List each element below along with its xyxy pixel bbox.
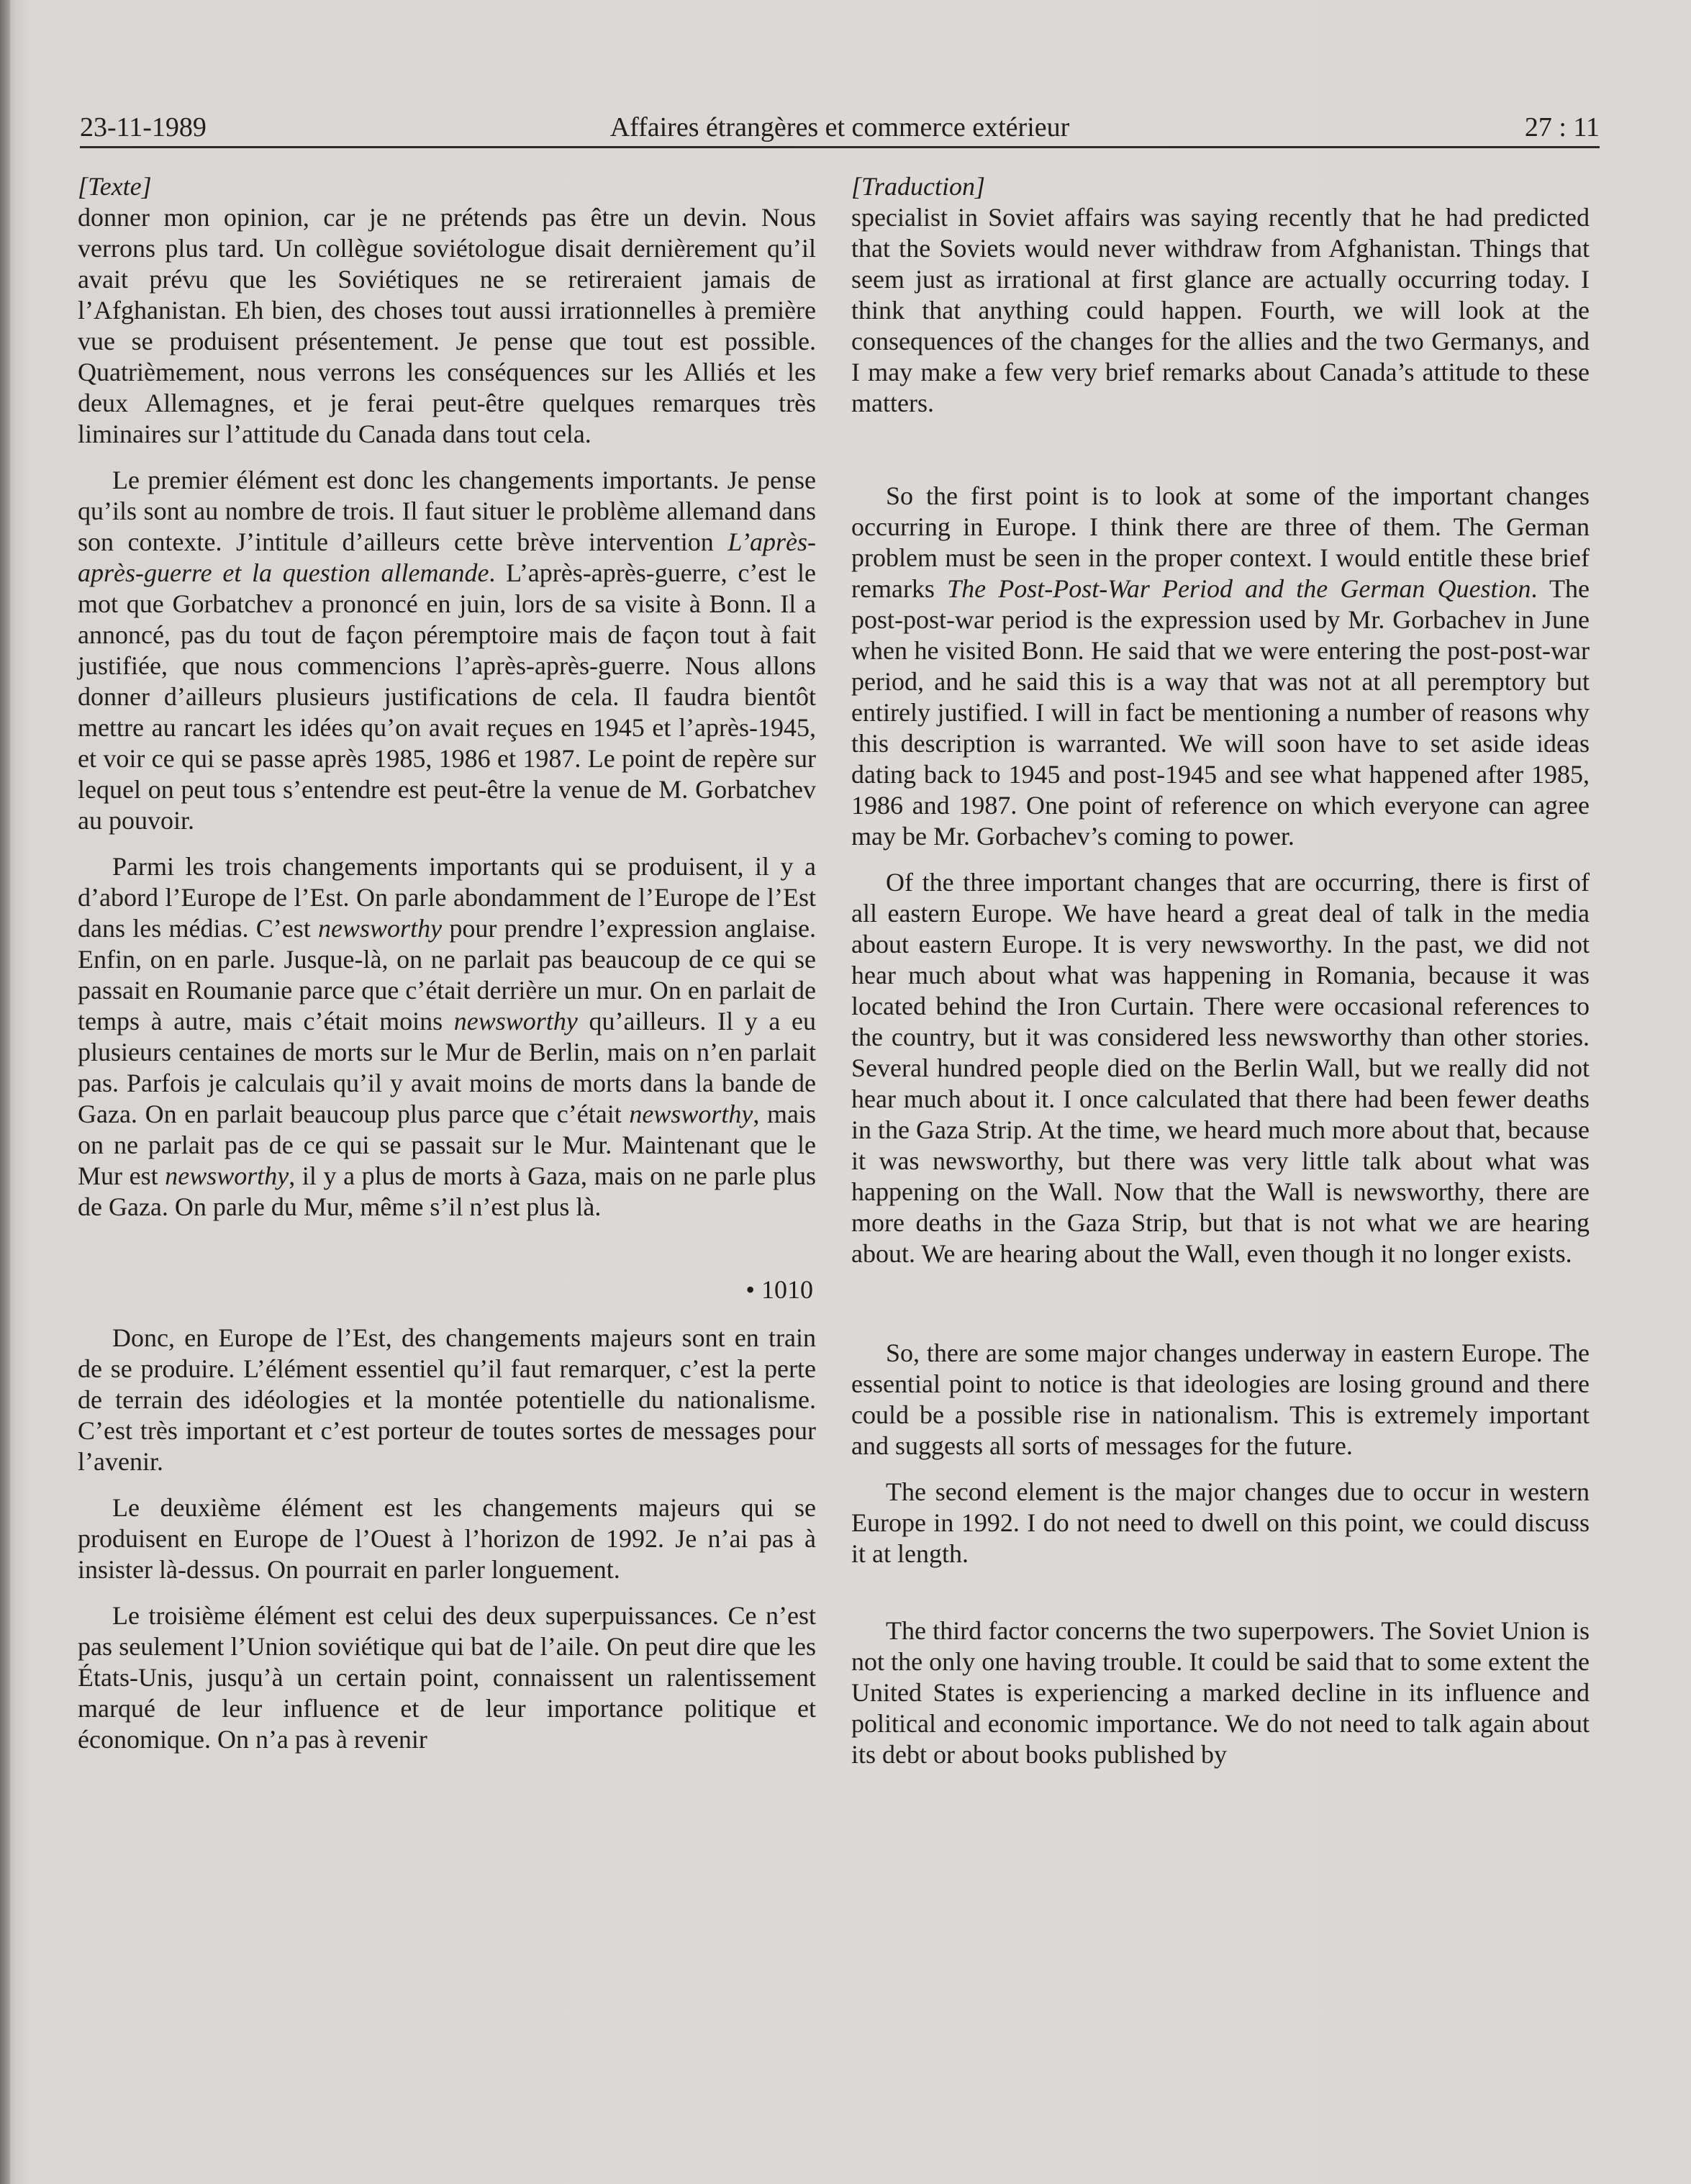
binding-edge xyxy=(0,0,10,2184)
header-date: 23-11-1989 xyxy=(80,112,207,142)
en-paragraph-1: specialist in Soviet affairs was saying recently that he had predicted that the Soviets would never withdraw from Afghanistan. Things that seem just as irrational at first glance are actually occurring today. I think that anything could happen. Fourth, we will look at the consequences of the changes for the allies and the two Germanys, and I may make a few very brief remarks about Canada’s attitude to these matters. xyxy=(851,203,1590,417)
fr-p3-newsworthy-1: newsworthy xyxy=(318,914,443,943)
fr-p2-text-b: . L’après-après-guerre, c’est le mot que Gorbatchev a prononcé en juin, lors de sa visite à Bonn. Il a annoncé, pas du tout de façon péremptoire mais de façon tout à fait justifiée, que nous commencions l’après-après-guerre. Nous allons donner d’ailleurs plusieurs justifications de cela. Il faudra bientôt mettre au rancart les idées qu’on avait reçues en 1945 et l’après-1945, et voir ce qui se passe après 1985, 1986 et 1987. Le point de repère sur lequel on peut tous s’entendre est peut-être la venue de M. Gorbatchev au pouvoir. xyxy=(78,558,816,835)
header-title: Affaires étrangères et commerce extérieur xyxy=(609,112,1070,142)
fr-p3-text-c: qu’ailleurs. Il y a eu plusieurs centaines de morts sur le Mur de Berlin, mais on n’en parlait pas. Parfois je calculais qu’il y avait moins de morts dans la bande de Gaza. On en parlait beaucoup plus parce que c’était xyxy=(78,1007,816,1128)
en-paragraph-2 xyxy=(851,481,1590,852)
fr-paragraph-3 xyxy=(78,851,816,1223)
fr-paragraph-4: Donc, en Europe de l’Est, des changements majeurs sont en train de se produire. L’élément essentiel qu’il faut remarquer, c’est la perte de terrain des idéologies et la montée potentielle du nationalisme. C’est très important et c’est porteur de toutes sortes de messages pour l’avenir. xyxy=(78,1323,816,1476)
en-p2-title: The Post-Post-War Period and the German Question xyxy=(947,574,1531,603)
fr-p3-text-d: , mais on ne parlait pas de ce qui se passait sur le Mur. Maintenant que le Mur est xyxy=(78,1100,817,1190)
en-paragraph-5: The second element is the major changes due to occur in western Europe in 1992. I do not need to dwell on this point, we could discuss it at length. xyxy=(851,1477,1590,1568)
fr-p3-newsworthy-2: newsworthy xyxy=(453,1007,578,1036)
fr-paragraph-2 xyxy=(78,465,816,836)
fr-p3-text-b: pour prendre l’expression anglaise. Enfin, on en parle. Jusque-là, on ne parlait pas beaucoup de ce qui se passait en Roumanie parce que c’était derrière un mur. On en parlait de temps à autre, mais c’était moins xyxy=(78,914,816,1036)
fr-p3-newsworthy-4: newsworthy xyxy=(165,1161,289,1190)
en-paragraph-4: So, there are some major changes underway in eastern Europe. The essential point to notice is that ideologies are losing ground and there could be a possible rise in nationalism. This is extremely important and suggests all sorts of messages for the future. xyxy=(851,1338,1590,1460)
page-header xyxy=(80,111,1600,144)
header-page-number: 27 : 11 xyxy=(1524,112,1600,142)
fr-p2-title: L’après-après-guerre et la question allemande xyxy=(78,527,816,587)
english-column xyxy=(851,167,1590,1770)
header-rule xyxy=(80,146,1600,148)
fr-p3-newsworthy-3: newsworthy xyxy=(629,1100,753,1128)
column-label-traduction: [Traduction] xyxy=(851,172,986,201)
fr-paragraph-5: Le deuxième élément est les changements majeurs qui se produisent en Europe de l’Ouest à l’horizon de 1992. Je n’ai pas à insister là-dessus. On pourrait en parler longuement. xyxy=(78,1493,816,1584)
column-label-texte: [Texte] xyxy=(78,172,152,201)
french-column xyxy=(78,167,816,1755)
en-paragraph-3: Of the three important changes that are occurring, there is first of all eastern Europe. We have heard a great deal of talk in the media about eastern Europe. It is very newsworthy. In the past, we did not hear much about what was happening in Romania, because it was located behind the Iron Curtain. There were occasional references to the country, but it was considered less newsworthy than other stories. Several hundred people died on the Berlin Wall, but we really did not hear much about it. I once calculated that there had been fewer deaths in the Gaza Strip. At the time, we heard much more about that, because it was newsworthy, but there was very little talk about what was happening on the Wall. Now that the Wall is newsworthy, there are more deaths in the Gaza Strip, but that is not what we are hearing about. We are hearing about the Wall, even though it no longer exists. xyxy=(851,868,1590,1268)
fr-p3-text-e: , il y a plus de morts à Gaza, mais on ne parle plus de Gaza. On parle du Mur, même s’il n’est plus là. xyxy=(78,1161,816,1221)
en-paragraph-6: The third factor concerns the two superpowers. The Soviet Union is not the only one having trouble. It could be said that to some extent the United States is experiencing a marked decline in its influence and political and economic importance. We do not need to talk again about its debt or about books published by xyxy=(851,1616,1590,1769)
en-p2-text-a: So the first point is to look at some of the important changes occurring in Europe. I think there are three of them. The German problem must be seen in the proper context. I would entitle these brief remarks xyxy=(851,481,1590,603)
fr-paragraph-1: donner mon opinion, car je ne prétends pas être un devin. Nous verrons plus tard. Un collègue soviétologue disait dernièrement qu’il avait prévu que les Soviétiques ne se retireraient jamais de l’Afghanistan. Eh bien, des choses tout aussi irrationnelles à première vue se produisent présentement. Je pense que tout est possible. Quatrièmement, nous verrons les conséquences sur les Alliés et les deux Allemagnes, et je ferai peut-être quelques remarques très liminaires sur l’attitude du Canada dans tout cela. xyxy=(78,203,816,448)
fr-p2-text-a: Le premier élément est donc les changements importants. Je pense qu’ils sont au nombre de trois. Il faut situer le problème allemand dans son contexte. J’intitule d’ailleurs cette brève intervention xyxy=(78,466,816,556)
fr-paragraph-6: Le troisième élément est celui des deux superpuissances. Ce n’est pas seulement l’Union soviétique qui bat de l’aile. On peut dire que les États-Unis, jusqu’à un certain point, connaissent un ralentissement marqué de leur influence et de leur importance politique et économique. On n’a pas à revenir xyxy=(78,1601,816,1754)
en-p2-text-b: . The post-post-war period is the expression used by Mr. Gorbachev in June when he visited Bonn. He said that we were entering the post-post-war period, and he said this is a way that was not at all peremptory but entirely justified. I will in fact be mentioning a number of reasons why this description is warranted. We will soon have to set aside ideas dating back to 1945 and post-1945 and see what happened after 1985, 1986 and 1987. One point of reference on which everyone can agree may be Mr. Gorbachev’s coming to power. xyxy=(851,574,1590,851)
time-marker: • 1010 xyxy=(745,1275,813,1304)
fr-p3-text-a: Parmi les trois changements importants qui se produisent, il y a d’abord l’Europe de l’Est. On parle abondamment de l’Europe de l’Est dans les médias. C’est xyxy=(78,852,816,943)
